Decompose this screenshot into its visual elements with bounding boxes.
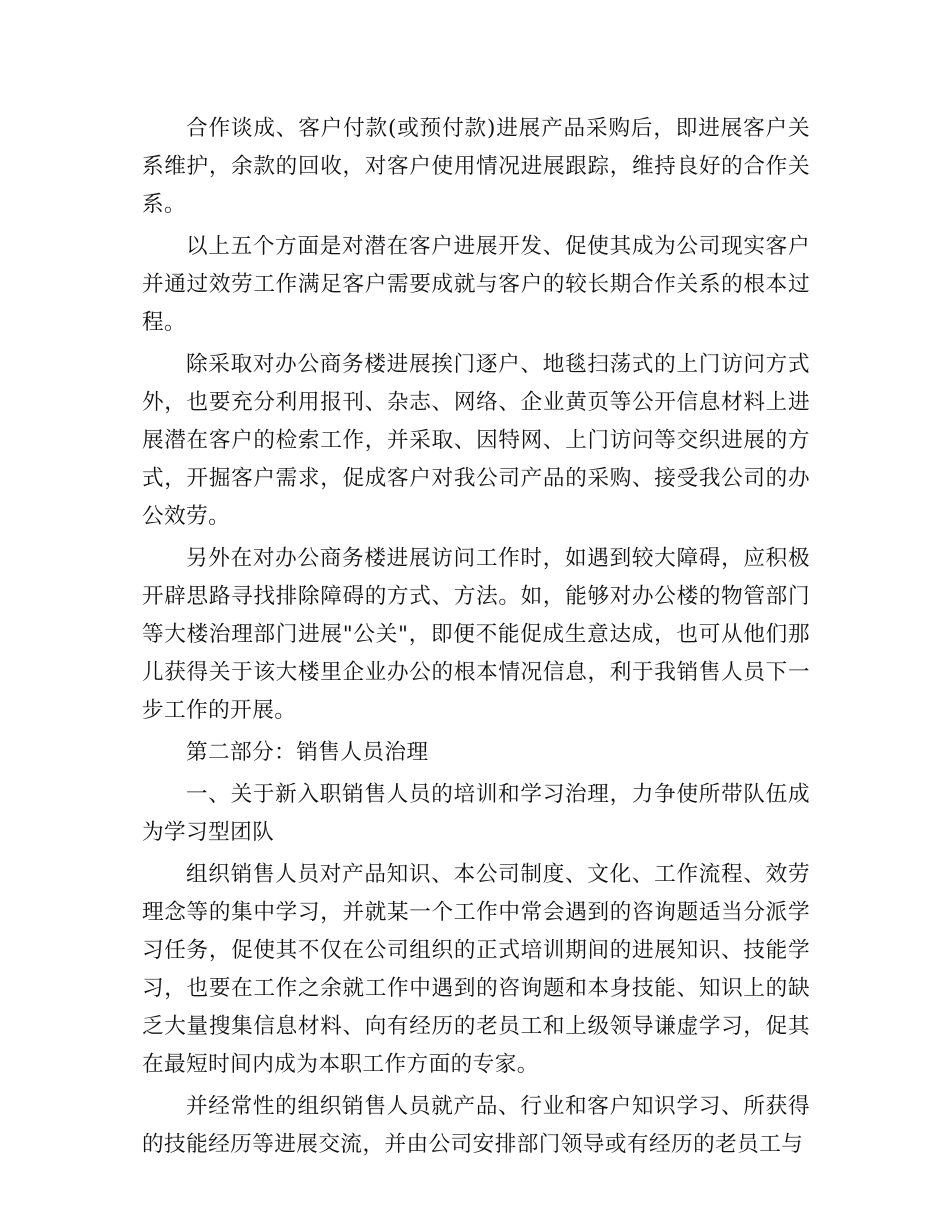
document-page (142, 110, 810, 1168)
paragraph-process-summary: 以上五个方面是对潜在客户进展开发、促使其成为公司现实客户并通过效劳工作满足客户需要成就与客户的较长期合作关系的根本过程。 (142, 234, 810, 335)
paragraph-exchange: 并经常性的组织销售人员就产品、行业和客户知识学习、所获得的技能经历等进展交流，并由公司安排部门领导或有经历的老员工与 (142, 1094, 810, 1157)
paragraph-obstacles: 另外在对办公商务楼进展访问工作时，如遇到较大障碍，应积极开辟思路寻找排除障碍的方式、方法。如，能够对办公楼的物管部门等大楼治理部门进展"公关"，即便不能促成生意达成，也可从他们那儿获得关于该大楼里企业办公的根本情况信息，利于我销售人员下一步工作的开展。 (142, 546, 810, 723)
paragraph-training: 组织销售人员对产品知识、本公司制度、文化、工作流程、效劳理念等的集中学习，并就某一个工作中常会遇到的咨询题适当分派学习任务，促使其不仅在公司组织的正式培训期间的进展知识、技能学习，也要在工作之余就工作中遇到的咨询题和本身技能、知识上的缺乏大量搜集信息材料、向有经历的老员工和上级领导谦虚学习，促其在最短时间内成为本职工作方面的专家。 (142, 862, 810, 1077)
subsection-title: 一、关于新入职销售人员的培训和学习治理，力争使所带队伍成为学习型团队 (142, 782, 810, 845)
paragraph-customer-maintenance: 合作谈成、客户付款(或预付款)进展产品采购后，即进展客户关系维护，余款的回收，对客户使用情况进展跟踪，维持良好的合作关系。 (142, 116, 810, 217)
paragraph-visit-methods: 除采取对办公商务楼进展挨门逐户、地毯扫荡式的上门访问方式外，也要充分利用报刊、杂志、网络、企业黄页等公开信息材料上进展潜在客户的检索工作，并采取、因特网、上门访问等交织进展的方式，开掘客户需求，促成客户对我公司产品的采购、接受我公司的办公效劳。 (142, 352, 810, 529)
section-title: 第二部分：销售人员治理 (186, 740, 429, 765)
